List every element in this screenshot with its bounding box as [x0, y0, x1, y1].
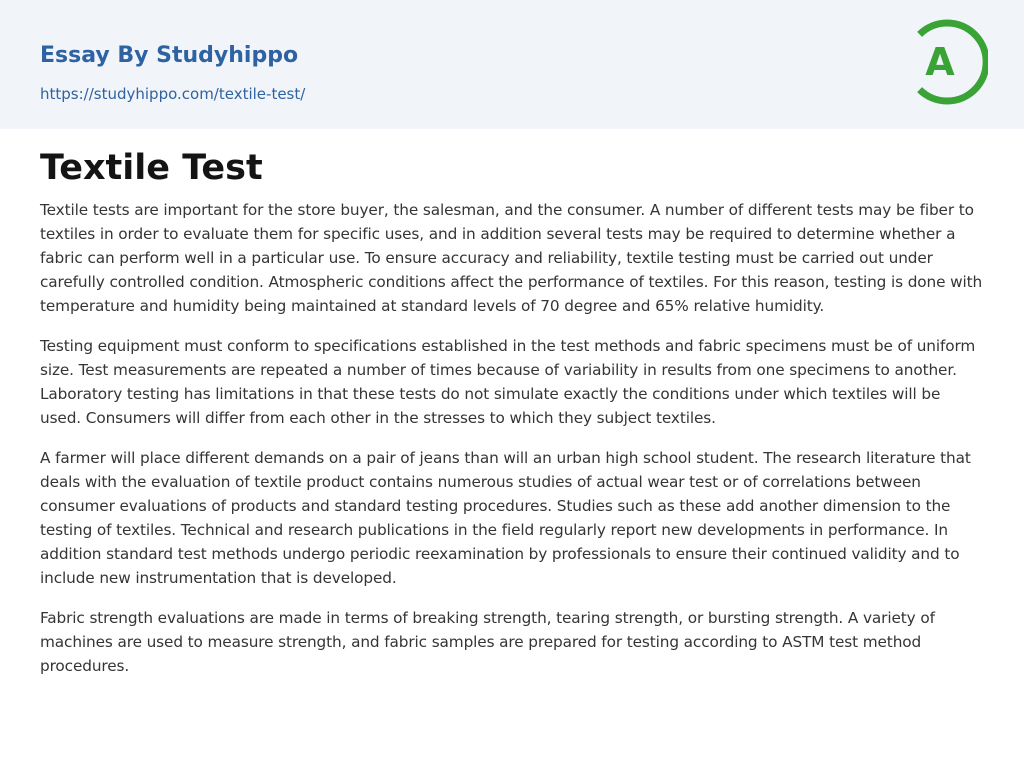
studyhippo-logo[interactable] [908, 17, 988, 107]
logo-letter: A [925, 40, 955, 84]
article-paragraph: Textile tests are important for the store buyer, the salesman, and the consumer. A number of different tests may be fiber to textiles in order to evaluate them for specific uses, and in addition several tests may be required to determine whether a fabric can perform well in a particular use. To ensure accuracy and reliability, textile testing must be carried out under carefully controlled condition. Atmospheric conditions affect the performance of textiles. For this reason, testing is done with temperature and humidity being maintained at standard levels of 70 degree and 65% relative humidity. [40, 201, 983, 315]
logo-icon [908, 17, 988, 107]
brand-title[interactable]: Essay By Studyhippo [40, 43, 299, 68]
page-title: Textile Test [40, 148, 263, 188]
article-paragraph: Fabric strength evaluations are made in terms of breaking strength, tearing strength, or bursting strength. A variety of machines are used to measure strength, and fabric samples are prepared for testing according to ASTM test method procedures. [40, 609, 935, 675]
site-header [0, 0, 1024, 129]
article-paragraph: Testing equipment must conform to specifications established in the test methods and fabric specimens must be of uniform size. Test measurements are repeated a number of times because of variability in results from one specimens to another. Laboratory testing has limitations in that these tests do not simulate exactly the conditions under which textiles will be used. Consumers will differ from each other in the stresses to which they subject textiles. [40, 337, 976, 427]
article-content [40, 145, 984, 694]
article-paragraph: A farmer will place different demands on a pair of jeans than will an urban high school student. The research literature that deals with the evaluation of textile product contains numerous studies of actual wear test or of correlations between consumer evaluations of products and standard testing procedures. Studies such as these add another dimension to the testing of textiles. Technical and research publications in the field regularly report new developments in performance. In addition standard test methods undergo periodic reexamination by professionals to ensure their continued validity and to include new instrumentation that is developed. [40, 449, 971, 587]
article-url-link[interactable]: https://studyhippo.com/textile-test/ [40, 85, 306, 103]
